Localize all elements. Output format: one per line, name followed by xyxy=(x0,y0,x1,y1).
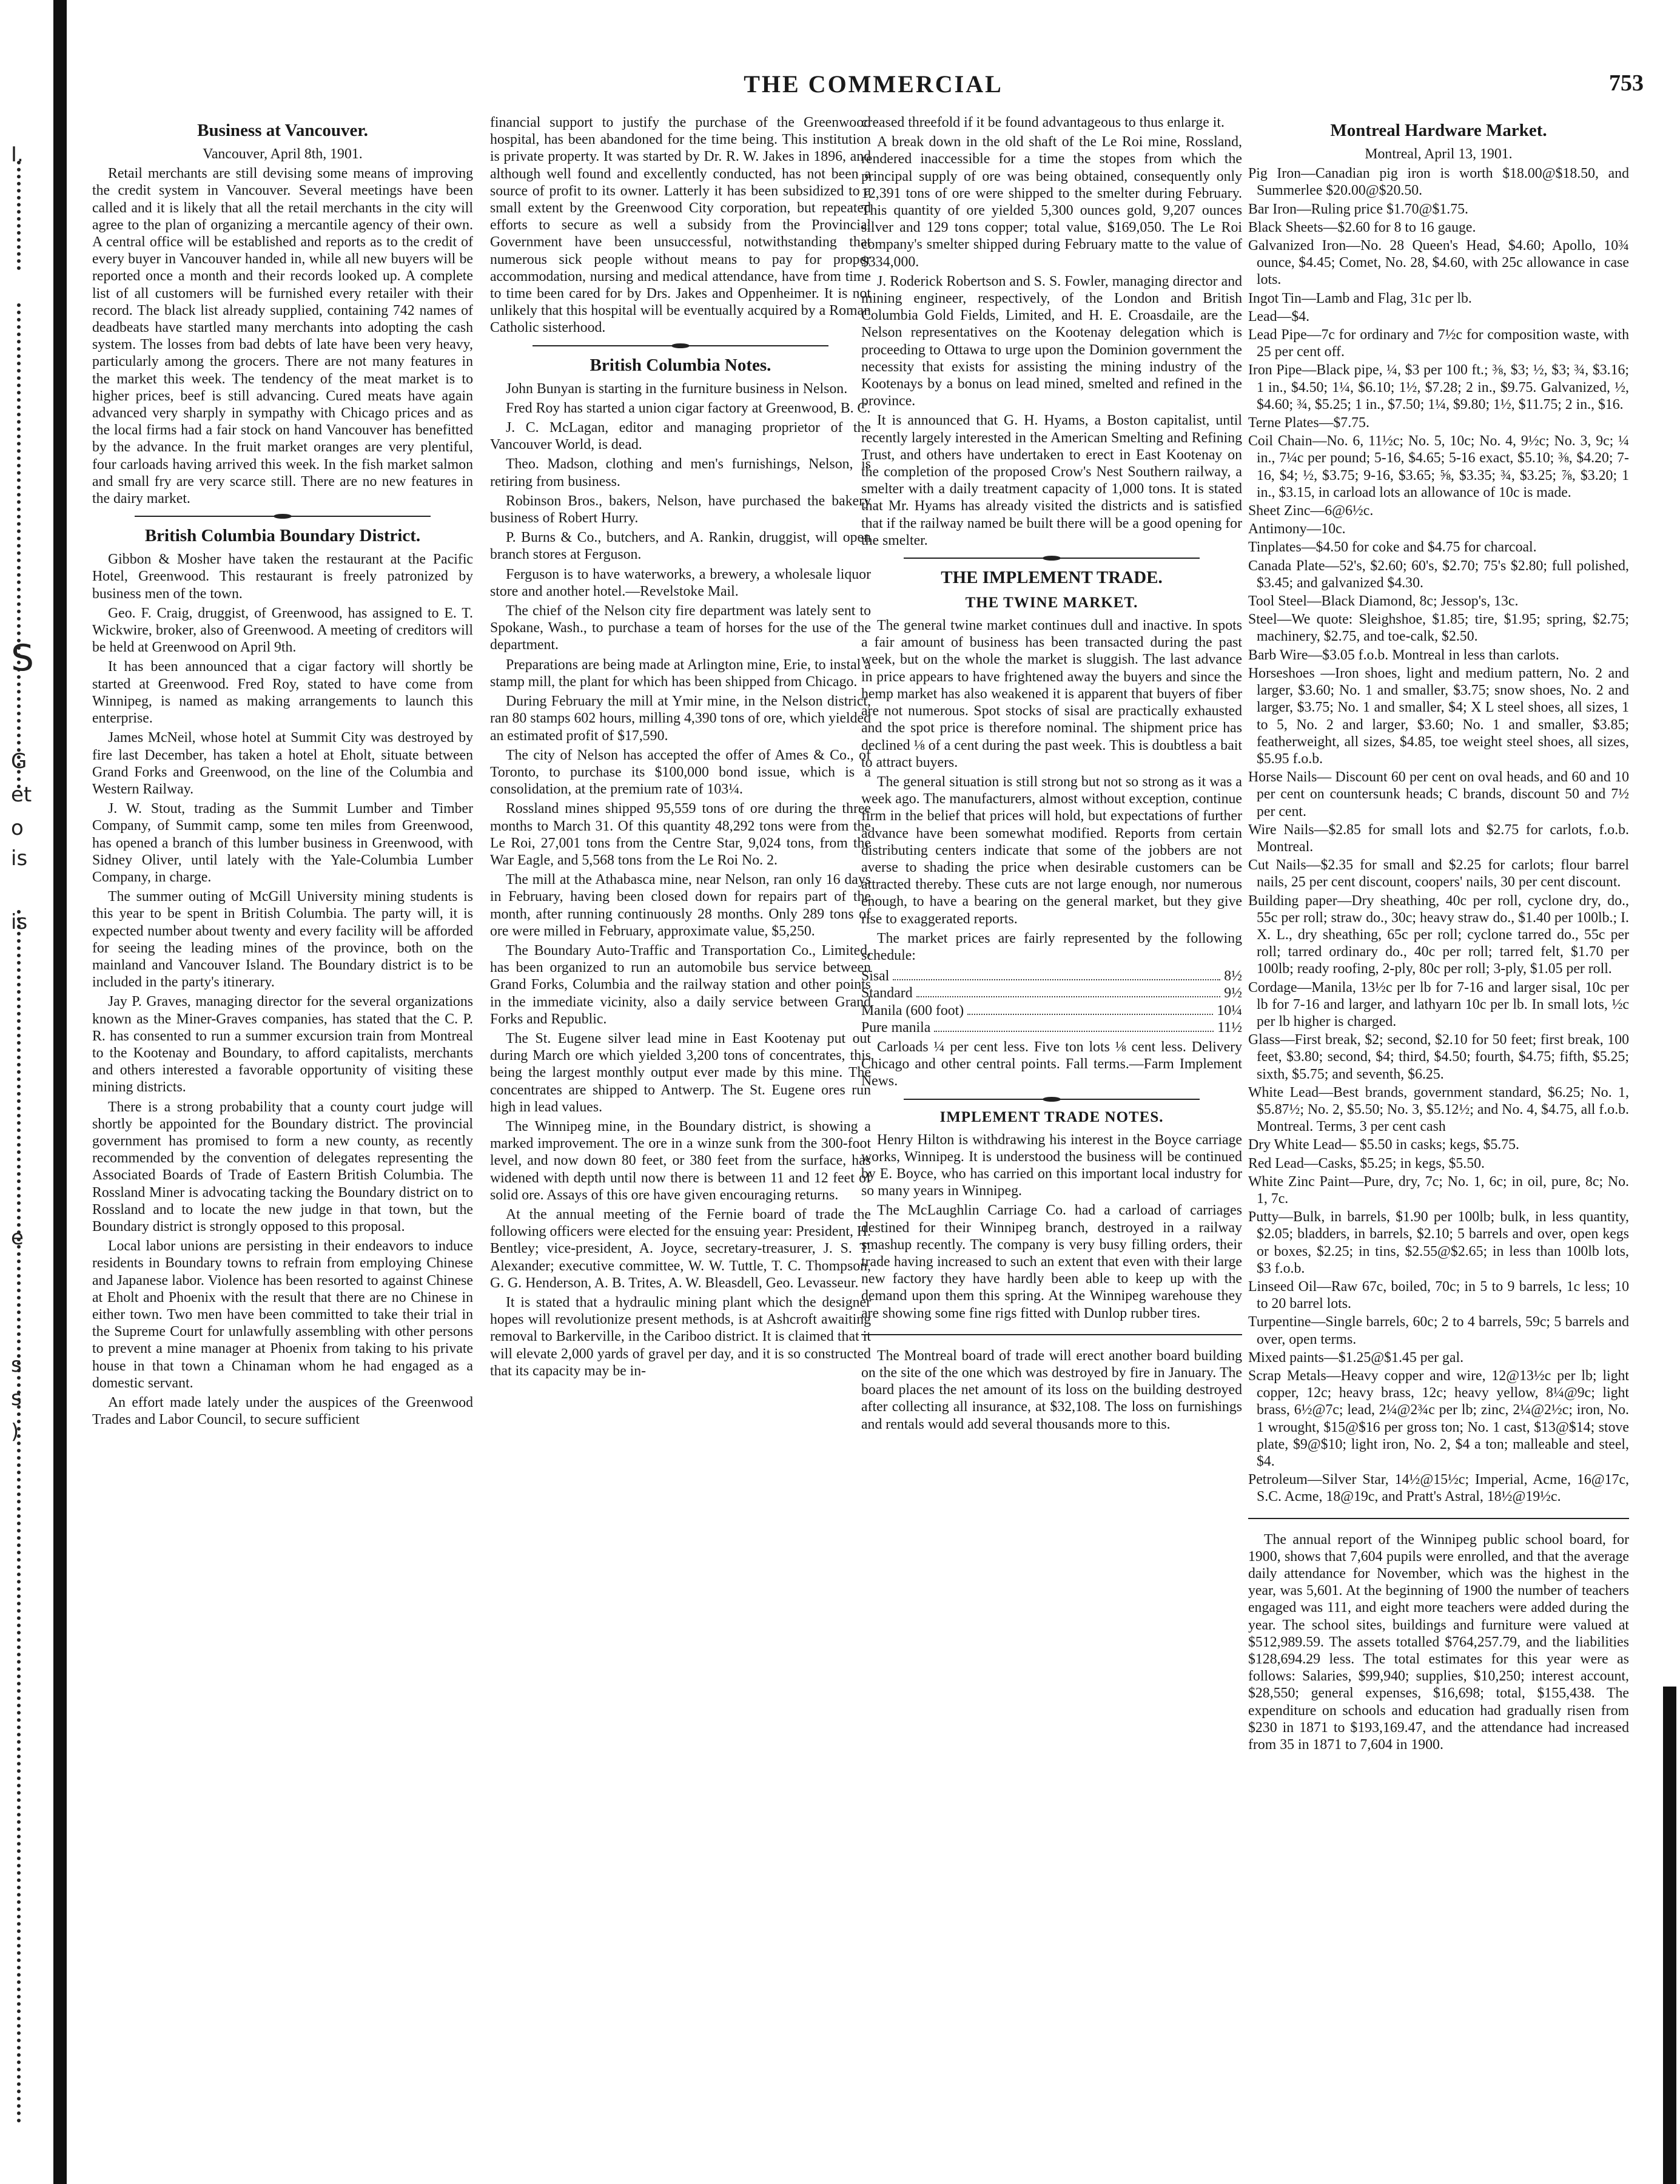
news-item: The Winnipeg mine, in the Boundary district, is showing a marked improvement. The ore in a winze sunk from the 300-foot level, and now down 80 feet, or 380 feet from the surface, has widened with depth until now there is between 11 and 12 feet of solid ore. Assays of this ore have given encouraging returns. xyxy=(490,1118,871,1203)
price-item: Canada Plate—52's, $2.60; 60's, $2.70; 75's $2.80; full polished, $3.45; and galvanized $4.30. xyxy=(1248,558,1629,591)
article-heading: Montreal Hardware Market. xyxy=(1330,121,1547,140)
article-paragraph: The general twine market continues dull and inactive. In spots a fair amount of business has been transacted during the past week, but on the whole the market is sluggish. The last advance in price appears to have frightened away the buyers and since the hemp market has also weakened it is apparent that buyers of fiber are not numerous. Spot stocks of sisal are practically exhausted and the spot price is therefore nominal. The shipment price has declined ⅛ of a cent during the past week. This is doubtless a bait to attract buyers. xyxy=(861,618,1242,770)
news-item: Henry Hilton is withdrawing his interest in the Boyce carriage works, Winnipeg. It is understood the business will be continued by E. Boyce, who has carried on this important local industry for so many years in Winnipeg. xyxy=(861,1131,1242,1199)
price-value: 9½ xyxy=(1224,985,1242,1002)
margin-fragment: e xyxy=(11,1225,24,1250)
margin-fragment: ) xyxy=(11,1420,19,1444)
news-item: The McLaughlin Carriage Co. had a carload of carriages destined for their Winnipeg branch, destroyed in a railway smashup recently. The company is very busy filling orders, their trade having increased to such an extent that even with their large new factory they have hardly been able to keep up with the demand upon them this spring. At the Winnipeg warehouse they are showing some fine rigs fitted with Dunlop rubber tires. xyxy=(861,1202,1242,1321)
price-item: Barb Wire—$3.05 f.o.b. Montreal in less than carlots. xyxy=(1248,647,1559,663)
price-item: Putty—Bulk, in barrels, $1.90 per 100lb; bulk, in less quantity, $2.05; bladders, in barrels, $2.10; 5 barrels and over, open kegs or boxes, $2.25; in tins, $2.55@$2.65; in less than 100lb lots, $3 f.o.b. xyxy=(1248,1209,1629,1276)
article-heading: British Columbia Boundary District. xyxy=(144,526,421,546)
article-paragraph: It has been announced that a cigar factory will shortly be started at Greenwood. Fred Roy, stated to have come from Winnipeg, is named as making arrangements to launch this enterprise. xyxy=(92,659,473,727)
article-paragraph: An effort made lately under the auspices of the Greenwood Trades and Labor Council, to secure sufficient xyxy=(92,1395,473,1428)
article-paragraph: The Montreal board of trade will erect another board building on the site of the one which was destroyed by fire in January. The board places the net amount of its loss on the building destroyed after collecting all insurance, at $32,108. The loss on furnishings and rentals would add several thousands more to this. xyxy=(861,1347,1242,1432)
price-item: Steel—We quote: Sleighshoe, $1.85; tire, $1.95; spring, $2.75; machinery, $2.75, and toe-calk, $2.50. xyxy=(1248,612,1629,645)
news-item: The Boundary Auto-Traffic and Transportation Co., Limited, has been organized to run an automobile bus service between Grand Forks, Columbia and the railway station and other points in the immediate vicinity, also a daily service between Grand Forks and Republic. xyxy=(490,942,871,1027)
margin-fragment: I. xyxy=(11,143,24,167)
price-item: Pig Iron—Canadian pig iron is worth $18.00@$18.50, and Summerlee $20.00@$20.50. xyxy=(1248,166,1629,199)
section-divider xyxy=(861,1334,1242,1335)
article-paragraph: J. Roderick Robertson and S. S. Fowler, managing director and mining engineer, respectively, of the London and British Columbia Gold Fields, Limited, and H. E. Croasdaile, are the Nelson representatives on the Kootenay delegation which is proceeding to Ottawa to urge upon the Dominion government the necessity that exists for assisting the mining industry of the Kootenays by a bonus on lead mined, smelted and refined in the province. xyxy=(861,273,1242,410)
price-item: Turpentine—Single barrels, 60c; 2 to 4 barrels, 59c; 5 barrels and over, open terms. xyxy=(1248,1314,1629,1347)
leader-dots xyxy=(934,1031,1214,1032)
price-item: Sheet Zinc—6@6½c. xyxy=(1248,503,1374,519)
margin-fragment: is xyxy=(11,846,28,871)
price-item: White Zinc Paint—Pure, dry, 7c; No. 1, 6c; in oil, pure, 8c; No. 1, 7c. xyxy=(1248,1173,1629,1207)
news-item: At the annual meeting of the Fernie board of trade the following officers were elected for the ensuing year: President, H. Bentley; vice-president, A. Joyce, secretary-treasurer, J. S. T. Alexander; executive committee, W. W. Tuttle, T. C. Thompson, G. G. Henderson, A. B. Trites, A. W. Bleasdell, Geo. Levasseur. xyxy=(490,1206,871,1291)
price-item: Petroleum—Silver Star, 14½@15½c; Imperial, Acme, 16@17c, S.C. Acme, 18@19c, and Pratt's Astral, 18½@19½c. xyxy=(1248,1472,1629,1505)
news-item: The chief of the Nelson city fire department was lately sent to Spokane, Wash., to purchase a team of horses for the use of the department. xyxy=(490,603,871,653)
price-item: Ingot Tin—Lamb and Flag, 31c per lb. xyxy=(1248,290,1472,306)
news-item: It is stated that a hydraulic mining plant which the designer hopes will revolutionize present methods, is at Ashcroft awaiting removal to Barkerville, in the Cariboo district. It is claimed that it will elevate 2,000 yards of gravel per day, and it is so constructed that its capacity may be in- xyxy=(490,1295,871,1379)
price-label: Standard xyxy=(861,985,913,1002)
section-divider xyxy=(135,516,431,517)
price-item: Linseed Oil—Raw 67c, boiled, 70c; in 5 to 9 barrels, 1c less; 10 to 20 barrel lots. xyxy=(1248,1279,1629,1312)
binding-rule xyxy=(53,0,67,2184)
price-item: Terne Plates—$7.75. xyxy=(1248,415,1369,431)
price-value: 10¼ xyxy=(1217,1002,1242,1019)
article-subheading: THE TWINE MARKET. xyxy=(965,595,1138,612)
hardware-price-list xyxy=(1248,165,1629,1505)
twine-price-list xyxy=(861,968,1242,1036)
price-item: Iron Pipe—Black pipe, ¼, $3 per 100 ft.; ⅜, $3; ½, $3; ¾, $3.16; 1 in., $4.50; 1¼, $6.10; 1½, $7.28; 2 in., $9.75. Galvanized, ½, $4.60; ¾, $5.25; 1 in., $7.50; 1¼, $9.80; 1½, $11.75; 2 in., $16. xyxy=(1248,362,1629,413)
article-paragraph: The summer outing of McGill University mining students is this year to be spent in British Columbia. The party will, it is expected number about twenty and every facility will be afforded for seeing the leading mines of the province, both on the mainland and Vancouver Island. The Boundary district is to be included in the party's itinerary. xyxy=(92,889,473,991)
news-item: J. C. McLagan, editor and managing proprietor of the Vancouver World, is dead. xyxy=(490,420,871,453)
page-header xyxy=(91,70,1656,106)
price-item: Black Sheets—$2.60 for 8 to 16 gauge. xyxy=(1248,219,1476,235)
margin-fragment: G xyxy=(11,749,27,774)
news-item: During February the mill at Ymir mine, in the Nelson district, ran 80 stamps 602 hours, milling 4,390 tons of ore, which yielded an estimated profit of $17,590. xyxy=(490,693,871,744)
journal-title: THE COMMERCIAL xyxy=(744,70,1003,98)
price-item: Bar Iron—Ruling price $1.70@$1.75. xyxy=(1248,201,1468,217)
price-item: Horse Nails— Discount 60 per cent on oval heads, and 60 and 10 per cent on countersunk heads; C brands, discount 50 and 7½ per cent. xyxy=(1248,769,1629,820)
margin-fragment: s xyxy=(11,1353,22,1377)
dateline: Vancouver, April 8th, 1901. xyxy=(203,146,363,162)
article-heading: Business at Vancouver. xyxy=(197,121,368,140)
price-row xyxy=(861,1019,1242,1036)
news-item: The city of Nelson has accepted the offer of Ames & Co., of Toronto, to purchase its $100,000 bond issue, which is a consolidation, at the premium rate of 103¼. xyxy=(490,747,871,798)
price-item: Scrap Metals—Heavy copper and wire, 12@13½c per lb; light copper, 12c; heavy brass, 12c; heavy yellow, 8¼@9c; light brass, 6½@7c; lead, 2¼@2¾c per lb; zinc, 2¼@2½c; iron, No. 1 wrought, $15@$16 per gross ton; No. 1 cast, $13@$14; stove plate, $9@$10; light iron, No. 2, $4 a ton; malleable and steel, $4. xyxy=(1248,1368,1629,1470)
article-paragraph: creased threefold if it be found advantageous to thus enlarge it. xyxy=(861,115,1225,130)
article-paragraph: Gibbon & Mosher have taken the restaurant at the Pacific Hotel, Greenwood. This restaurant is freely patronized by business men of the town. xyxy=(92,551,473,602)
column-2 xyxy=(490,114,871,2171)
price-item: Horseshoes —Iron shoes, light and medium pattern, No. 2 and larger, $3.60; No. 1 and smaller, $3.75; snow shoes, No. 2 and larger, $3.75; No. 1 and smaller, $4; X L steel shoes, all sizes, 1 to 5, No. 2 and larger, $3.60; No. 1 and smaller, $3.85; featherweight, all sizes, $4.85, toe weight steel shoes, all sizes, $5.95 f.o.b. xyxy=(1248,665,1629,767)
price-item: Galvanized Iron—No. 28 Queen's Head, $4.60; Apollo, 10¾ ounce, $4.45; Comet, No. 28, $4.60, with 25c allowance in case lots. xyxy=(1248,238,1629,288)
article-heading: THE IMPLEMENT TRADE. xyxy=(941,568,1163,588)
news-item: John Bunyan is starting in the furniture business in Nelson. xyxy=(506,380,848,397)
margin-fragments xyxy=(5,0,47,2184)
margin-fragment: s xyxy=(11,1386,22,1410)
article-paragraph: The market prices are fairly represented by the following schedule: xyxy=(861,930,1242,963)
section-divider xyxy=(533,345,828,346)
article-paragraph: Retail merchants are still devising some means of improving the credit system in Vancouver. Several meetings have been called and it is likely that all the retail merchants in the city will agree to the plan of organizing a mercantile agency of their own. A central office will be established and reports as to the credit of every buyer in Vancouver handed in, while all new buyers will be reported once a month and their records looked up. A complete list of all customers will be furnished every retailer with their record. The black list already supplied, containing 742 names of deadbeats have startled many merchants into adopting the cash system. The losses from bad debts of late have been very heavy, particularly among the grocers. There are not many features in the market this week. The tendency of the meat market is to higher prices, beef is still advancing. Cured meats have again advanced very sharply in sympathy with Chicago prices and as the local firms had a fair stock on hand Vancouver has benefitted by the advance. In the fruit market oranges are very plentiful, four carloads having arrived this week. In the fish market salmon and small fry are very scarce still. There are no new features in the dairy market. xyxy=(92,166,473,507)
news-item: The mill at the Athabasca mine, near Nelson, ran only 16 days in February, having been closed down for repairs part of the month, after running continuously 28 months. Only 289 tons of ore were milled in February, approximate value, $5,250. xyxy=(490,872,871,939)
price-item: Wire Nails—$2.85 for small lots and $2.75 for carlots, f.o.b. Montreal. xyxy=(1248,821,1629,855)
price-value: 8½ xyxy=(1224,968,1242,985)
leader-dots xyxy=(916,996,1221,997)
article-paragraph: Local labor unions are persisting in their endeavors to induce residents in Boundary towns to refrain from employing Chinese and Japanese labor. Violence has been resorted to against Chinese at Eholt and Phoenix with the result that there are no Chinese in either town. Two men have been committed to take their trial in the Supreme Court for unlawfully assembling with other persons to prevent a mine manager at Phoenix from taking to his private house in that town a Chinaman whom he had engaged as a domestic servant. xyxy=(92,1238,473,1391)
news-item: Preparations are being made at Arlington mine, Erie, to instal a stamp mill, the plant for which has been shipped from Chicago. xyxy=(490,656,871,690)
news-item: Ferguson is to have waterworks, a brewery, a wholesale liquor store and another hotel.—Revelstoke Mail. xyxy=(490,566,871,599)
price-item: White Lead—Best brands, government standard, $6.25; No. 1, $5.87½; No. 2, $5.50; No. 3, $5.12½; and No. 4, $4.75, all f.o.b. Montreal. Terms, 3 per cent cash xyxy=(1248,1084,1629,1135)
news-item: Robinson Bros., bakers, Nelson, have purchased the bakery business of Robert Hurry. xyxy=(490,493,871,527)
column-1 xyxy=(92,114,473,2171)
price-row xyxy=(861,1002,1242,1019)
price-item: Cordage—Manila, 13½c per lb for 7-16 and larger sisal, 10c per lb for 7-16 and larger, and lathyarn 10c per lb. In small lots, ½c per lb higher is charged. xyxy=(1248,979,1629,1030)
price-label: Manila (600 foot) xyxy=(861,1002,964,1019)
price-item: Tinplates—$4.50 for coke and $4.75 for charcoal. xyxy=(1248,539,1537,556)
news-item: The St. Eugene silver lead mine in East Kootenay put out during March ore which yielded 3,200 tons of concentrates, this being the largest monthly output ever made by this mine. The concentrates are shipped to Antwerp. The St. Eugene ores run high in lead values. xyxy=(490,1030,871,1115)
article-paragraph: Geo. F. Craig, druggist, of Greenwood, has assigned to E. T. Wickwire, broker, also of Greenwood. A meeting of creditors will be held at Greenwood on April 9th. xyxy=(92,605,473,656)
article-paragraph: J. W. Stout, trading as the Summit Lumber and Timber Company, of Summit camp, some ten miles from Greenwood, has opened a branch of this lumber business in Greenwood, with Sidney Oliver, until lately with the Yale-Columbia Lumber Company, in charge. xyxy=(92,801,473,885)
article-heading: British Columbia Notes. xyxy=(590,355,771,375)
price-item: Lead—$4. xyxy=(1248,308,1310,325)
article-paragraph: James McNeil, whose hotel at Summit City was destroyed by fire last December, has taken a hotel at Eholt, situate between Grand Forks and Greenwood, on the line of the Columbia and Western Railway. xyxy=(92,730,473,797)
dateline: Montreal, April 13, 1901. xyxy=(1365,146,1513,162)
price-item: Building paper—Dry sheathing, 40c per roll, cyclone dry, do., 55c per roll; straw do., 30c; heavy straw do., $1.40 per 100lb.; I. X. L., dry sheathing, 65c per roll; cyclone tarred do., 55c per roll; tarred ordinary do., 40c per roll; tarred felt, $1.70 per 100lb; ready roofing, 2-ply, 80c per roll; 3-ply, $1.05 per roll. xyxy=(1248,892,1629,977)
price-item: Red Lead—Casks, $5.25; in kegs, $5.50. xyxy=(1248,1155,1485,1171)
margin-fragment: S xyxy=(11,637,35,679)
news-item: Theo. Madson, clothing and men's furnishings, Nelson, is retiring from business. xyxy=(490,456,871,490)
price-item: Glass—First break, $2; second, $2.10 for 50 feet; first break, 100 feet, $3.80; second, $4; third, $4.50; fourth, $4.75; fifth, $5.25; sixth, $5.75; and seventh, $6.25. xyxy=(1248,1032,1629,1082)
price-item: Dry White Lead— $5.50 in casks; kegs, $5.75. xyxy=(1248,1137,1519,1153)
section-divider xyxy=(1248,1518,1629,1519)
article-paragraph: Carloads ¼ per cent less. Five ton lots ⅛ cent less. Delivery Chicago and other central points. Fall terms.—Farm Implement News. xyxy=(861,1039,1242,1090)
margin-fragment: is xyxy=(11,910,28,934)
article-paragraph: financial support to justify the purchase of the Greenwood hospital, has been abandoned for the time being. This institution is private property. It was started by Dr. R. W. Jakes in 1896, and although well found and excellently conducted, has not been a source of profit to its owner. Latterly it has been subsidized to a small extent by the Greenwood City corporation, but repeated efforts to secure as well a subsidy from the Provincial Government have been unsuccessful, notwithstanding that numerous sick people without means to pay for proper accommodation, nursing and medical attendance, have from time to time been cared for by Drs. Jakes and Oppenheimer. It is not unlikely that this hospital will be eventually acquired by a Roman Catholic sisterhood. xyxy=(490,115,871,336)
price-item: Coil Chain—No. 6, 11½c; No. 5, 10c; No. 4, 9½c; No. 3, 9c; ¼ in., 7¼c per pound; 5-16, $4.65; 5-16 exact, $5.10; ⅜, $4.20; 7-16, $4; ½, $3.75; 9-16, $3.65; ⅝, $3.35; ¾, $3.25; ⅞, $3.20; 1 in., $3.15, in carload lots an allowance of 10c is made. xyxy=(1248,433,1629,500)
price-item: Antimony—10c. xyxy=(1248,521,1346,538)
news-item: P. Burns & Co., butchers, and A. Rankin, druggist, will open branch stores at Ferguson. xyxy=(490,530,871,563)
price-row xyxy=(861,968,1242,985)
price-item: Mixed paints—$1.25@$1.45 per gal. xyxy=(1248,1349,1464,1366)
news-item: Rossland mines shipped 95,559 tons of ore during the three months to March 31. Of this quantity 48,292 tons were from the Le Roi, 27,001 tons from the Centre Star, 9,024 tons, from the War Eagle, and 5,568 tons from the Le Roi No. 2. xyxy=(490,801,871,868)
article-paragraph: The annual report of the Winnipeg public school board, for 1900, shows that 7,604 pupils were enrolled, and that the average daily attendance for November, which was the highest in the year, was 5,601. At the beginning of 1900 the number of teachers engaged was 111, and eight more teachers were added during the year. The school sites, buildings and furniture were valued at $512,989.59. The assets totalled $764,257.79, and the liabilities $128,694.29 less. The total estimates for this year were as follows: Salaries, $99,940; supplies, $10,250; interest account, $28,550; general expenses, $16,698; total, $155,438. The expenditure on schools and education had gradually risen from $230 in 1871 to $193,169.47, and the attendance had increased from 35 in 1871 to 7,604 in 1900. xyxy=(1248,1531,1629,1753)
page-number: 753 xyxy=(1609,70,1644,96)
right-edge-rule xyxy=(1663,1687,1676,2184)
news-item: Fred Roy has started a union cigar factory at Greenwood, B. C. xyxy=(506,400,871,416)
price-label: Pure manila xyxy=(861,1019,931,1036)
article-paragraph: It is announced that G. H. Hyams, a Boston capitalist, until recently largely interested in the American Smelting and Refining Trust, and others have undertaken to erect in East Kootenay on the completion of the proposed Crow's Nest Southern railway, a smelter with a daily treatment capacity of 1,000 tons. It is stated that Mr. Hyams has already visited the districts and is satisfied that if the railway named be built there will be a good opening for the smelter. xyxy=(861,413,1242,548)
leader-dots xyxy=(893,979,1220,980)
column-3 xyxy=(861,114,1242,2171)
margin-fragment: o xyxy=(11,816,24,840)
article-subheading: IMPLEMENT TRADE NOTES. xyxy=(939,1108,1164,1125)
left-margin xyxy=(0,0,61,2184)
article-paragraph: The general situation is still strong but not so strong as it was a week ago. The manufacturers, almost without exception, continue firm in the belief that prices will hold, but expectations of further advance have been somewhat modified. Reports from certain distributing centers indicate that some of the jobbers are not averse to shading the price when desirable customers can be attracted thereby. These cuts are not large enough, nor numerous enough, to have a bearing on the general market, but they give rise to exaggerated reports. xyxy=(861,774,1242,927)
price-item: Tool Steel—Black Diamond, 8c; Jessop's, 13c. xyxy=(1248,593,1519,610)
price-row xyxy=(861,985,1242,1002)
article-paragraph: Jay P. Graves, managing director for the several organizations known as the Miner-Graves companies, has stated that the C. P. R. has consented to run a summer excursion train from Montreal to the Kootenay and Boundary, to afford capitalists, merchants and others interested a favorable opportunity of visiting these mining districts. xyxy=(92,994,473,1096)
price-item: Cut Nails—$2.35 for small and $2.25 for carlots; flour barrel nails, 25 per cent discount, coopers' nails, 30 per cent discount. xyxy=(1248,857,1629,891)
leader-dots xyxy=(967,1014,1213,1015)
price-item: Lead Pipe—7c for ordinary and 7½c for composition waste, with 25 per cent off. xyxy=(1248,327,1629,360)
section-divider xyxy=(904,1099,1200,1100)
section-divider xyxy=(904,558,1200,559)
margin-fragment: et xyxy=(11,783,32,807)
article-paragraph: A break down in the old shaft of the Le Roi mine, Rossland, rendered inaccessible for a time the stopes from which the principal supply of ore was being obtained, consequently only 12,391 tons of ore were shipped to the smelter during February. This quantity of ore yielded 5,300 ounces gold, 9,207 ounces silver and 129 tons copper; total value, $169,050. The Le Roi company's smelter shipped during February matte to the value of $334,000. xyxy=(861,134,1242,270)
price-value: 11½ xyxy=(1217,1019,1242,1036)
price-label: Sisal xyxy=(861,968,890,985)
column-4 xyxy=(1248,114,1629,2171)
article-paragraph: There is a strong probability that a county court judge will shortly be appointed for the Boundary district. The provincial government has promised to form a new county, as recently recommended by the convention of delegates representing the Associated Boards of Trade of Eastern British Columbia. The Rossland Miner is advocating tacking the Boundary district on to Rossland and to locate the new judge in that town, but the Boundary district is strongly opposed to this proposal. xyxy=(92,1099,473,1235)
